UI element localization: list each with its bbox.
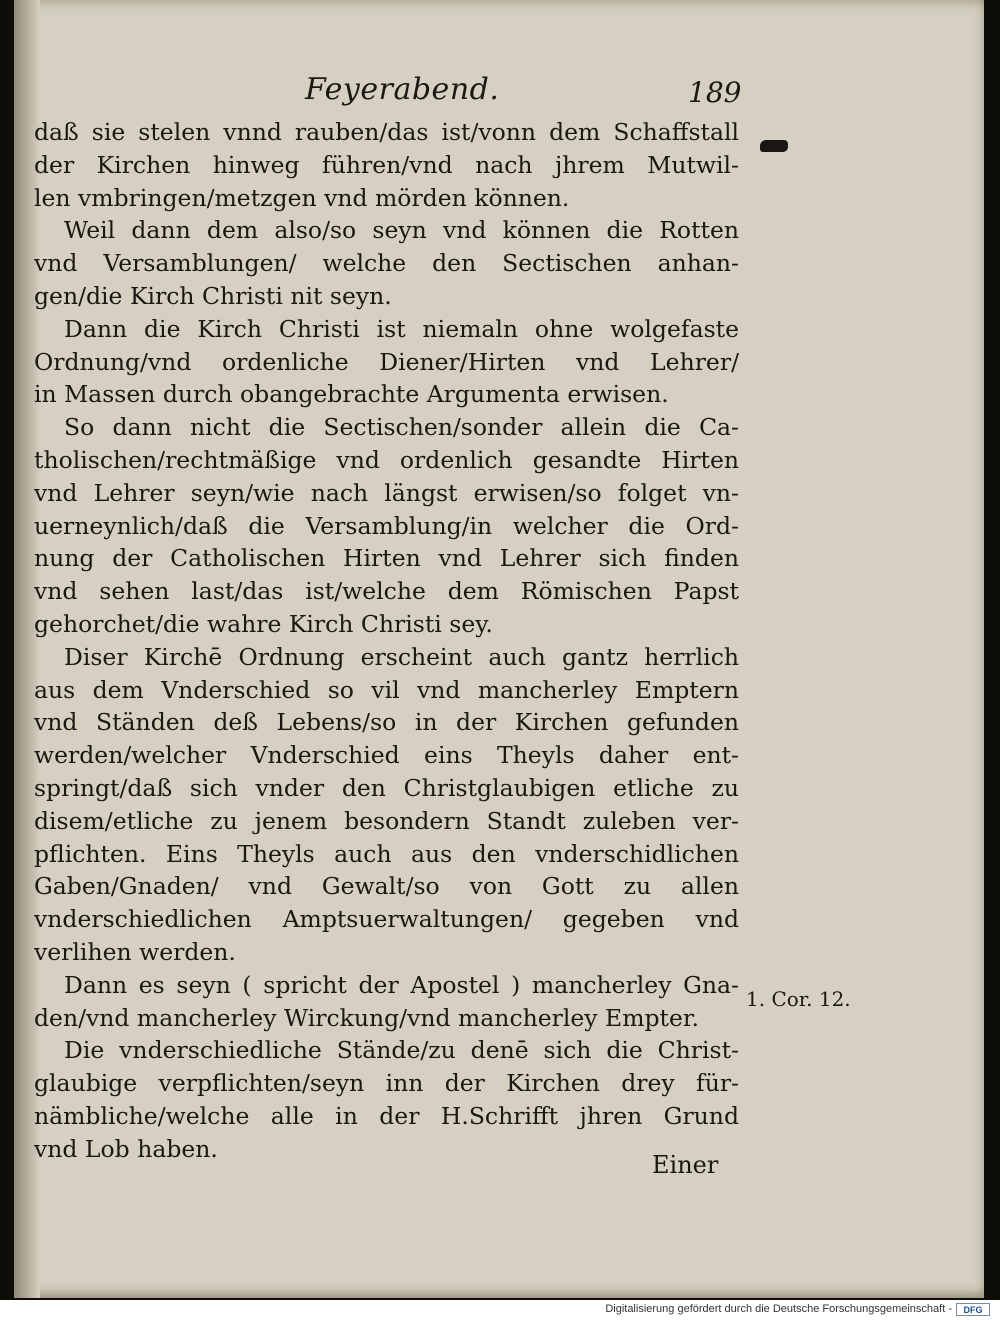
text-line: Dann es seyn ( spricht der Apostel ) mancherley Gna- <box>64 970 739 999</box>
text-line: nung der Catholischen Hirten vnd Lehrer sich finden <box>34 544 739 573</box>
text-line: der Kirchen hinweg führen/vnd nach jhrem Mutwil- <box>34 150 739 179</box>
text-line: gen/die Kirch Christi nit seyn. <box>34 281 392 310</box>
text-line: den/vnd mancherley Wirckung/vnd mancherley Empter. <box>34 1003 699 1032</box>
text-line: vnd Lob haben. <box>34 1134 218 1163</box>
text-line: Weil dann dem also/so seyn vnd können die Rotten <box>64 216 739 245</box>
dfg-logo: DFG <box>956 1303 990 1316</box>
text-line: daß sie stelen vnnd rauben/das ist/vonn dem Schaffstall <box>34 118 739 146</box>
text-line: vnd Ständen deß Lebens/so in der Kirchen gefunden <box>34 708 739 737</box>
text-line: Gaben/Gnaden/ vnd Gewalt/so von Gott zu allen <box>34 872 739 901</box>
text-line: tholischen/rechtmäßige vnd ordenlich gesandte Hirten <box>34 445 739 474</box>
digitization-footer <box>0 1300 1000 1320</box>
page-number: 189 <box>688 76 742 109</box>
text-line: glaubige verpflichten/seyn inn der Kirchen drey für- <box>34 1069 739 1098</box>
text-line: aus dem Vnderschied so vil vnd mancherley Emptern <box>34 675 739 704</box>
text-line: vnd Lehrer seyn/wie nach längst erwisen/so folget vn- <box>34 478 739 507</box>
text-line: verlihen werden. <box>34 937 236 966</box>
text-line: werden/welcher Vnderschied eins Theyls daher ent- <box>34 741 739 770</box>
text-line: Ordnung/vnd ordenliche Diener/Hirten vnd Lehrer/ <box>34 347 739 376</box>
text-line: in Massen durch obangebrachte Argumenta erwisen. <box>34 380 669 409</box>
funding-credit-text: Digitalisierung gefördert durch die Deutsche Forschungsgemeinschaft - <box>605 1303 952 1315</box>
text-line: gehorchet/die wahre Kirch Christi sey. <box>34 609 493 638</box>
text-line: Diser Kirchē Ordnung erscheint auch gantz herrlich <box>64 642 739 671</box>
text-line: uerneynlich/daß die Versamblung/in welcher die Ord- <box>34 511 739 540</box>
text-line: springt/daß sich vnder den Christglaubigen etliche zu <box>34 773 739 802</box>
text-line: len vmbringen/metzgen vnd mörden können. <box>34 183 570 212</box>
catchword: Einer <box>652 1151 719 1179</box>
text-line: vnd sehen last/das ist/welche dem Römischen Papst <box>34 577 739 606</box>
page-body-text <box>34 116 739 1166</box>
text-line: nämbliche/welche alle in der H.Schrifft jhren Grund <box>34 1101 739 1130</box>
marginal-scripture-reference: 1. Cor. 12. <box>746 987 851 1011</box>
running-header-title: Feyerabend. <box>305 72 500 107</box>
text-line: So dann nicht die Sectischen/sonder allein die Ca- <box>64 413 739 442</box>
text-line: Die vnderschiedliche Stände/zu denē sich die Christ- <box>64 1036 739 1065</box>
text-line: pflichten. Eins Theyls auch aus den vnderschidlichen <box>34 839 739 868</box>
text-line: Dann die Kirch Christi ist niemaln ohne wolgefaste <box>64 314 739 343</box>
text-line: vnd Versamblungen/ welche den Sectischen anhan- <box>34 249 739 278</box>
ink-blot-mark <box>760 140 788 152</box>
text-line: disem/etliche zu jenem besondern Standt zuleben ver- <box>34 806 739 835</box>
text-line: vnderschiedlichen Amptsuerwaltungen/ gegeben vnd <box>34 905 739 934</box>
